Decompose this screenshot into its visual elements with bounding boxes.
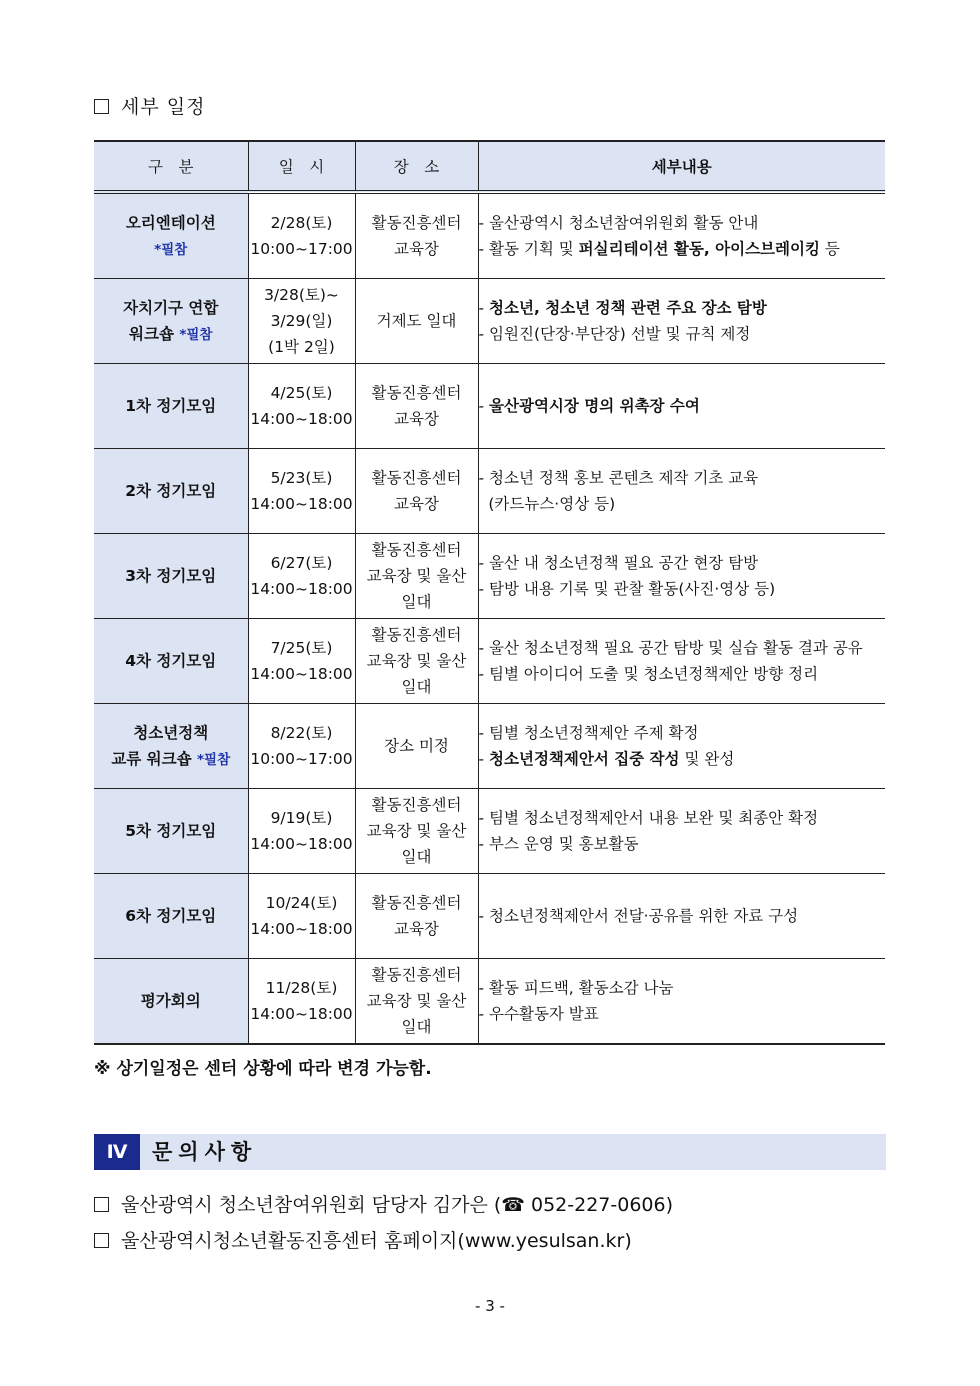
table-row bbox=[94, 619, 885, 704]
date-text: 2/28(토) bbox=[270, 214, 333, 232]
category-line bbox=[94, 393, 248, 419]
detail-text: - 탐방 내용 기록 및 관찰 활동(사진·영상 등) bbox=[478, 580, 776, 598]
category-cell bbox=[94, 874, 248, 959]
date-text: 14:00~18:00 bbox=[250, 410, 353, 428]
detail-line bbox=[479, 1001, 886, 1027]
detail-text: - 울산 내 청소년정책 필요 공간 현장 탐방 bbox=[478, 554, 759, 572]
detail-text: - bbox=[478, 299, 490, 317]
table-row bbox=[94, 449, 885, 534]
page-number: - 3 - bbox=[475, 1297, 505, 1315]
details-cell bbox=[478, 874, 885, 959]
place-text: 교육장 bbox=[394, 495, 439, 513]
details-cell bbox=[478, 534, 885, 619]
date-cell bbox=[248, 704, 355, 789]
date-text: 8/22(토) bbox=[270, 724, 333, 742]
category-line bbox=[94, 295, 248, 321]
place-text: 활동진흥센터 bbox=[371, 966, 462, 984]
category-line bbox=[94, 478, 248, 504]
detail-line bbox=[479, 321, 886, 347]
detail-text: - 부스 운영 및 홍보활동 bbox=[478, 835, 639, 853]
category-text: 2차 정기모임 bbox=[125, 482, 217, 500]
date-text: 10:00~17:00 bbox=[250, 750, 353, 768]
date-text: 14:00~18:00 bbox=[250, 665, 353, 683]
table-header-row bbox=[94, 141, 885, 192]
detail-line bbox=[479, 491, 886, 517]
detail-text: 등 bbox=[819, 240, 840, 258]
required-badge: *필참 bbox=[197, 751, 231, 768]
checkbox-square-icon bbox=[94, 1233, 109, 1248]
date-text: 3/29(일) bbox=[270, 312, 333, 330]
detail-text: 및 완성 bbox=[679, 750, 735, 768]
category-cell bbox=[94, 449, 248, 534]
place-cell bbox=[355, 364, 478, 449]
category-text: 1차 정기모임 bbox=[125, 397, 217, 415]
checkbox-square-icon bbox=[94, 99, 109, 114]
details-cell bbox=[478, 279, 885, 364]
category-cell bbox=[94, 534, 248, 619]
date-cell bbox=[248, 619, 355, 704]
table-row bbox=[94, 704, 885, 789]
category-line bbox=[94, 988, 248, 1014]
schedule-table bbox=[94, 140, 885, 1045]
place-text: 활동진흥센터 bbox=[371, 796, 462, 814]
table-row bbox=[94, 279, 885, 364]
place-text: 교육장 및 울산 bbox=[366, 992, 467, 1010]
details-cell bbox=[478, 364, 885, 449]
category-cell bbox=[94, 704, 248, 789]
place-cell bbox=[355, 959, 478, 1045]
table-row bbox=[94, 789, 885, 874]
place-text: 교육장 bbox=[394, 920, 439, 938]
details-cell bbox=[478, 959, 885, 1045]
category-line bbox=[94, 903, 248, 929]
date-cell bbox=[248, 959, 355, 1045]
place-cell bbox=[355, 789, 478, 874]
detail-text: - 우수활동자 발표 bbox=[478, 1005, 599, 1023]
date-text: 7/25(토) bbox=[270, 639, 333, 657]
detail-line bbox=[479, 661, 886, 687]
category-text: 5차 정기모임 bbox=[125, 822, 217, 840]
category-text: 청소년정책 bbox=[133, 723, 209, 742]
place-text: 교육장 bbox=[394, 410, 439, 428]
place-text: 일대 bbox=[401, 1018, 432, 1036]
date-text: 10:00~17:00 bbox=[250, 240, 353, 258]
place-text: 교육장 및 울산 bbox=[366, 652, 467, 670]
place-cell bbox=[355, 192, 478, 279]
section-header bbox=[94, 1134, 886, 1170]
schedule-heading bbox=[94, 92, 205, 119]
detail-line bbox=[479, 975, 886, 1001]
detail-line bbox=[479, 576, 886, 602]
date-text: 14:00~18:00 bbox=[250, 495, 353, 513]
table-row bbox=[94, 874, 885, 959]
category-line bbox=[94, 720, 248, 746]
category-text: 자치기구 연합 bbox=[123, 298, 219, 317]
place-cell bbox=[355, 619, 478, 704]
category-cell bbox=[94, 192, 248, 279]
required-badge: *필참 bbox=[154, 241, 188, 258]
category-text: 3차 정기모임 bbox=[125, 567, 217, 585]
detail-line bbox=[479, 210, 886, 236]
detail-text: - 팀별 청소년정책제안 주제 확정 bbox=[478, 724, 699, 742]
detail-line bbox=[479, 236, 886, 262]
detail-text: - 청소년 정책 홍보 콘텐츠 제작 기초 교육 bbox=[478, 469, 759, 487]
schedule-heading-text: 세부 일정 bbox=[121, 96, 206, 118]
detail-text: 울산광역시장 명의 위촉장 수여 bbox=[489, 397, 700, 415]
header-details: 세부내용 bbox=[478, 141, 885, 192]
place-text: 교육장 및 울산 bbox=[366, 822, 467, 840]
date-cell bbox=[248, 192, 355, 279]
place-cell bbox=[355, 534, 478, 619]
place-cell bbox=[355, 704, 478, 789]
detail-line bbox=[479, 465, 886, 491]
date-text: 4/25(토) bbox=[270, 384, 333, 402]
date-cell bbox=[248, 279, 355, 364]
header-date: 일 시 bbox=[248, 141, 355, 192]
category-line bbox=[94, 818, 248, 844]
detail-line bbox=[479, 720, 886, 746]
detail-text: - bbox=[478, 750, 490, 768]
category-text: 오리엔테이션 bbox=[125, 213, 216, 232]
date-text: 11/28(토) bbox=[265, 979, 338, 997]
detail-line bbox=[479, 831, 886, 857]
place-text: 일대 bbox=[401, 848, 432, 866]
detail-text: 퍼실리테이션 활동, 아이스브레이킹 bbox=[578, 240, 820, 258]
date-text: 10/24(토) bbox=[265, 894, 338, 912]
section-number: Ⅳ bbox=[94, 1134, 140, 1170]
detail-text: - 팀별 아이디어 도출 및 청소년정책제안 방향 정리 bbox=[478, 665, 819, 683]
details-cell bbox=[478, 619, 885, 704]
details-cell bbox=[478, 449, 885, 534]
date-text: 6/27(토) bbox=[270, 554, 333, 572]
category-line bbox=[94, 746, 248, 773]
place-text: 활동진흥센터 bbox=[371, 626, 462, 644]
category-cell bbox=[94, 279, 248, 364]
table-row bbox=[94, 959, 885, 1045]
required-badge: *필참 bbox=[179, 326, 213, 343]
table-row bbox=[94, 534, 885, 619]
details-cell bbox=[478, 192, 885, 279]
place-text: 활동진흥센터 bbox=[371, 894, 462, 912]
category-line bbox=[94, 648, 248, 674]
place-text: 활동진흥센터 bbox=[371, 469, 462, 487]
detail-text: - 울산광역시 청소년참여위원회 활동 안내 bbox=[478, 214, 759, 232]
date-cell bbox=[248, 874, 355, 959]
date-text: (1박 2일) bbox=[268, 338, 335, 356]
detail-line bbox=[479, 805, 886, 831]
detail-text: (카드뉴스·영상 등) bbox=[478, 495, 616, 513]
detail-line bbox=[479, 295, 886, 321]
date-text: 14:00~18:00 bbox=[250, 580, 353, 598]
place-text: 교육장 bbox=[394, 240, 439, 258]
date-text: 3/28(토)~ bbox=[264, 286, 339, 304]
date-text: 9/19(토) bbox=[270, 809, 333, 827]
place-text: 활동진흥센터 bbox=[371, 541, 462, 559]
detail-line bbox=[479, 550, 886, 576]
detail-line bbox=[479, 635, 886, 661]
date-cell bbox=[248, 534, 355, 619]
detail-text: 청소년, 청소년 정책 관련 주요 장소 탐방 bbox=[489, 299, 767, 317]
date-cell bbox=[248, 789, 355, 874]
detail-text: - bbox=[478, 397, 490, 415]
detail-text: - 청소년정책제안서 전달·공유를 위한 자료 구성 bbox=[478, 907, 799, 925]
place-text: 일대 bbox=[401, 678, 432, 696]
category-text: 교류 워크숍 bbox=[111, 749, 192, 768]
place-cell bbox=[355, 279, 478, 364]
date-text: 14:00~18:00 bbox=[250, 835, 353, 853]
place-text: 장소 미정 bbox=[384, 737, 449, 755]
contact-line-2 bbox=[94, 1226, 632, 1253]
date-text: 5/23(토) bbox=[270, 469, 333, 487]
place-text: 활동진흥센터 bbox=[371, 384, 462, 402]
detail-text: - 임원진(단장·부단장) 선발 및 규칙 제정 bbox=[478, 325, 751, 343]
place-text: 교육장 및 울산 bbox=[366, 567, 467, 585]
category-line bbox=[94, 321, 248, 348]
details-cell bbox=[478, 789, 885, 874]
contact-text-2: 울산광역시청소년활동진흥센터 홈페이지(www.yesulsan.kr) bbox=[121, 1230, 632, 1252]
date-text: 14:00~18:00 bbox=[250, 920, 353, 938]
place-cell bbox=[355, 449, 478, 534]
category-cell bbox=[94, 619, 248, 704]
place-text: 거제도 일대 bbox=[376, 312, 457, 330]
category-cell bbox=[94, 789, 248, 874]
detail-text: - 팀별 청소년정책제안서 내용 보완 및 최종안 확정 bbox=[478, 809, 819, 827]
category-cell bbox=[94, 959, 248, 1045]
category-text: 4차 정기모임 bbox=[125, 652, 217, 670]
category-text: 평가회의 bbox=[140, 992, 201, 1010]
detail-text: 청소년정책제안서 집중 작성 bbox=[489, 750, 680, 768]
date-cell bbox=[248, 449, 355, 534]
table-row bbox=[94, 364, 885, 449]
category-text: 워크숍 bbox=[129, 324, 174, 343]
detail-text: - 울산 청소년정책 필요 공간 탐방 및 실습 활동 결과 공유 bbox=[478, 639, 863, 657]
details-cell bbox=[478, 704, 885, 789]
place-text: 활동진흥센터 bbox=[371, 214, 462, 232]
detail-text: - 활동 피드백, 활동소감 나눔 bbox=[478, 979, 674, 997]
category-line bbox=[94, 563, 248, 589]
schedule-note: ※ 상기일정은 센터 상황에 따라 변경 가능함. bbox=[94, 1059, 432, 1079]
checkbox-square-icon bbox=[94, 1197, 109, 1212]
category-line bbox=[94, 210, 248, 236]
header-place: 장 소 bbox=[355, 141, 478, 192]
category-text: 6차 정기모임 bbox=[125, 907, 217, 925]
place-cell bbox=[355, 874, 478, 959]
header-category: 구 분 bbox=[94, 141, 248, 192]
contact-text-1: 울산광역시 청소년참여위원회 담당자 김가은 (☎ 052-227-0606) bbox=[121, 1194, 674, 1216]
detail-line bbox=[479, 746, 886, 772]
section-title: 문의사항 bbox=[152, 1140, 258, 1164]
detail-text: - 활동 기획 및 bbox=[478, 240, 579, 258]
table-row bbox=[94, 192, 885, 279]
contact-line-1 bbox=[94, 1190, 673, 1217]
category-cell bbox=[94, 364, 248, 449]
date-text: 14:00~18:00 bbox=[250, 1005, 353, 1023]
date-cell bbox=[248, 364, 355, 449]
place-text: 일대 bbox=[401, 593, 432, 611]
detail-line bbox=[479, 903, 886, 929]
detail-line bbox=[479, 393, 886, 419]
